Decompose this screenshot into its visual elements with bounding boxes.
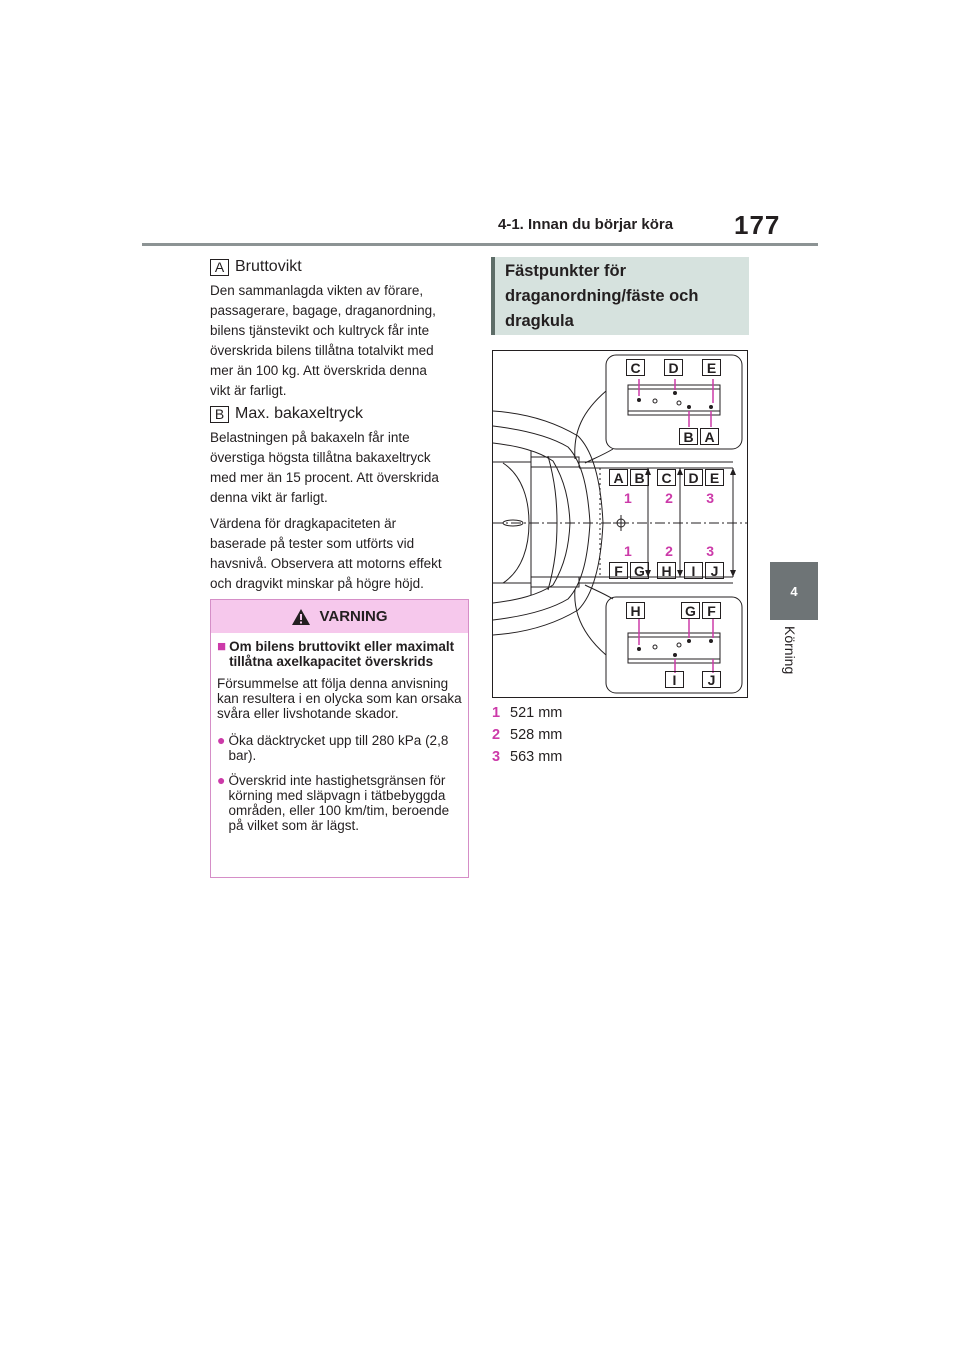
- car-rear-diagram: [493, 351, 747, 697]
- label-b: B: [630, 469, 649, 486]
- label-h: H: [657, 562, 676, 579]
- warning-bullet-1: [217, 733, 462, 763]
- warning-bullet-1-text: Öka däcktrycket upp till 280 kPa (2,8 bar).: [228, 733, 449, 763]
- chapter-number: 4: [790, 584, 798, 599]
- bullet-dot-icon: ●: [217, 732, 226, 748]
- lower-dim-numbers: [624, 543, 714, 559]
- label-f: F: [702, 602, 721, 619]
- label-a: A: [700, 428, 719, 445]
- towing-points-heading: Fästpunkter för draganordning/fäste och dragkula: [491, 257, 749, 335]
- dimension-list: [492, 702, 562, 768]
- chapter-label-text: Körning: [782, 626, 798, 675]
- label-e: E: [705, 469, 724, 486]
- dimension-number: 1: [492, 705, 501, 721]
- dimension-value: 521 mm: [510, 705, 563, 721]
- warning-heading: Om bilens bruttovikt eller maximalt tillåtna axelkapacitet överskrids: [229, 639, 455, 669]
- square-bullet-icon: ■: [217, 638, 227, 655]
- label-h: H: [626, 602, 645, 619]
- warning-title: VARNING: [319, 608, 388, 625]
- section-b-text-1: Belastningen på bakaxeln får inte överstiga högsta tillåtna bakaxeltryck med mer än 15 procent. Att överskrida denna vikt är farligt.: [210, 430, 439, 505]
- dim-1: 1: [624, 490, 632, 506]
- warning-box: [210, 599, 469, 878]
- dimension-row: [492, 746, 562, 768]
- label-d: D: [664, 359, 683, 376]
- bullet-dot-icon: ●: [217, 772, 226, 788]
- label-d: D: [684, 469, 703, 486]
- dim-2: 2: [665, 490, 673, 506]
- dimension-number: 3: [492, 749, 501, 765]
- label-b: B: [679, 428, 698, 445]
- upper-row-labels: [609, 469, 724, 486]
- label-j: J: [705, 562, 724, 579]
- section-a: [210, 258, 472, 401]
- page-number: 177: [734, 210, 781, 240]
- dimension-value: 528 mm: [510, 727, 563, 743]
- dim-1: 1: [624, 543, 632, 559]
- warning-body: [211, 633, 468, 833]
- section-a-heading: [210, 258, 472, 276]
- label-a: A: [609, 469, 628, 486]
- label-e: E: [702, 359, 721, 376]
- label-i: I: [665, 671, 684, 688]
- top-callout-labels: [626, 359, 721, 376]
- warning-text: Försummelse att följa denna anvisning kan resultera i en olycka som kan orsaka svåra eller livshotande skador.: [217, 676, 462, 721]
- letter-a-box: A: [210, 259, 229, 276]
- upper-dim-numbers: [624, 490, 714, 506]
- bottom-callout-bottom-labels: [665, 671, 721, 688]
- dim-2: 2: [665, 543, 673, 559]
- warning-header: [211, 600, 468, 633]
- label-i: I: [684, 562, 703, 579]
- bottom-callout-labels: [626, 602, 721, 619]
- section-title: 4-1. Innan du börjar köra: [498, 216, 674, 233]
- label-g: G: [681, 602, 700, 619]
- warning-bullet-2-text: Överskrid inte hastighetsgränsen för körning med släpvagn i tätbebyggda områden, eller 100 km/tim, beroende på vilket som är lägst.: [228, 773, 450, 833]
- warning-heading-row: [217, 639, 462, 669]
- section-a-title: Bruttovikt: [235, 258, 302, 275]
- section-b-title: Max. bakaxeltryck: [235, 405, 364, 422]
- dimension-number: 2: [492, 727, 501, 743]
- dimension-row: [492, 724, 562, 746]
- header-rule: [142, 243, 818, 246]
- section-b-text-2: Värdena för dragkapaciteten är baserade på tester som utförts vid havsnivå. Observera att motorns effekt och dragvikt minskar på högre höjd.: [210, 516, 442, 591]
- label-j: J: [702, 671, 721, 688]
- section-a-text: Den sammanlagda vikten av förare, passagerare, bagage, draganordning, bilens tjänstevikt och kultryck får inte överskrida bilens tillåtna totalvikt med mer än 100 kg. Att överskrida denna vikt är farligt.: [210, 283, 436, 398]
- towing-points-diagram: [492, 350, 748, 698]
- section-b: [210, 405, 472, 594]
- lower-row-labels: [609, 562, 724, 579]
- label-g: G: [630, 562, 649, 579]
- dimension-value: 563 mm: [510, 749, 563, 765]
- label-c: C: [626, 359, 645, 376]
- top-callout-bottom-labels: [679, 428, 719, 445]
- dim-3: 3: [706, 490, 714, 506]
- letter-b-box: B: [210, 406, 229, 423]
- warning-bullet-2: [217, 773, 462, 833]
- label-f: F: [609, 562, 628, 579]
- section-b-heading: [210, 405, 472, 423]
- dimension-row: [492, 702, 562, 724]
- chapter-label: [776, 626, 816, 706]
- warning-triangle-icon: [291, 608, 311, 626]
- label-c: C: [657, 469, 676, 486]
- dim-3: 3: [706, 543, 714, 559]
